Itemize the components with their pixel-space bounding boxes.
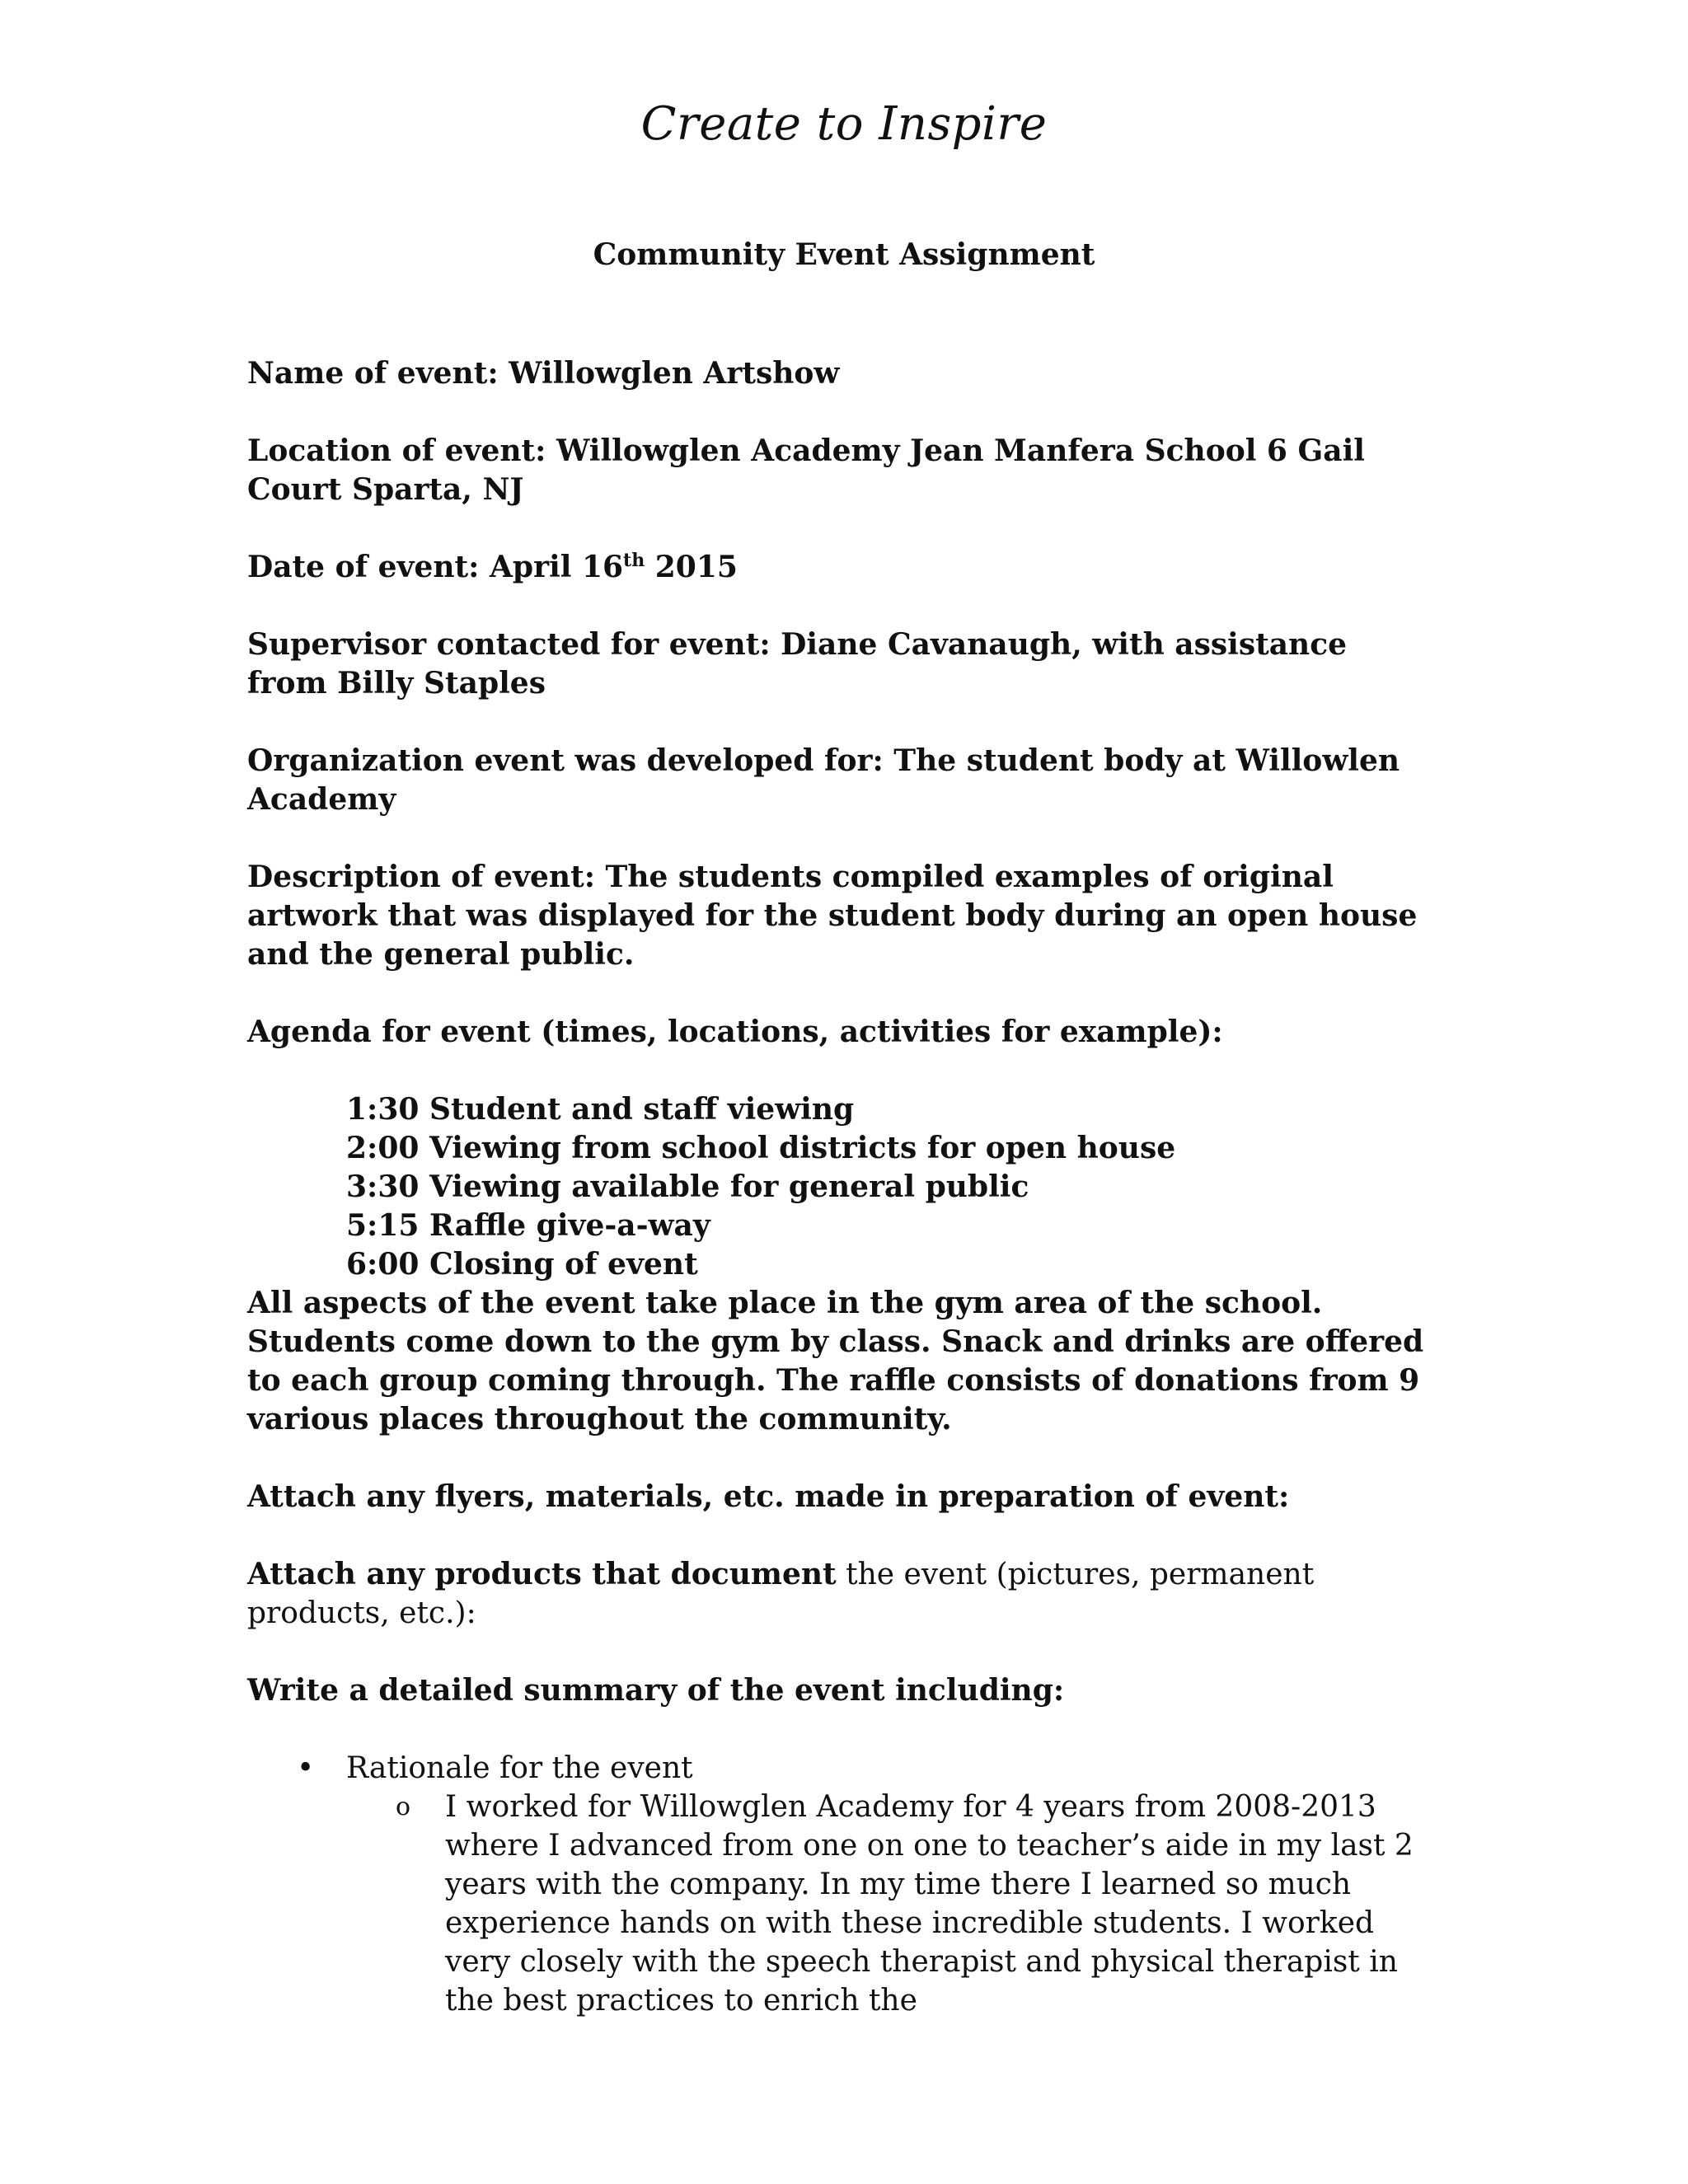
date-prefix: Date of event: April 16 — [247, 550, 624, 584]
sub-bullet-list — [346, 1788, 1434, 2020]
bullet-marker: • — [297, 1751, 315, 1785]
field-organization: Organization event was developed for: The student body at Willowlen Academy — [247, 743, 1400, 817]
agenda-item: 5:15 Raffle give-a-way — [346, 1208, 710, 1243]
agenda-item: 2:00 Viewing from school districts for open house — [346, 1131, 1176, 1165]
date-suffix: 2015 — [645, 550, 738, 584]
field-description: Description of event: The students compiled examples of original artwork that was displayed for the student body during an open house and the general public. — [247, 860, 1418, 972]
header-title: Create to Inspire — [640, 97, 1048, 151]
bullet-label: Rationale for the event — [346, 1751, 693, 1785]
field-event-name: Name of event: Willowglen Artshow — [247, 356, 840, 391]
attach-flyers-prompt: Attach any flyers, materials, etc. made in preparation of event: — [247, 1479, 1290, 1514]
summary-heading: Write a detailed summary of the event including: — [247, 1673, 1065, 1708]
sub-bullet-text: I worked for Willowglen Academy for 4 years from 2008-2013 where I advanced from one on one to teacher’s aide in my last 2 years with the company. In my time there I learned so much experience hands on with these incredible students. I worked very closely with the speech therapist and physical therapist in the best practices to enrich the — [445, 1790, 1414, 2018]
attach-products-prompt — [247, 1555, 1434, 1633]
sub-bullet-item — [346, 1788, 1434, 2020]
field-supervisor: Supervisor contacted for event: Diane Cavanaugh, with assistance from Billy Staples — [247, 627, 1348, 701]
attach-products-rest: the event (pictures, permanent products, etc.): — [247, 1558, 1315, 1630]
agenda-list — [247, 1090, 1434, 1284]
field-event-date — [247, 548, 1434, 587]
agenda-heading: Agenda for event (times, locations, activities for example): — [247, 1015, 1223, 1049]
attach-products-bold: Attach any products that document — [247, 1557, 837, 1591]
field-event-location: Location of event: Willowglen Academy Jean Manfera School 6 Gail Court Sparta, NJ — [247, 434, 1365, 507]
document-title: Community Event Assignment — [593, 237, 1095, 272]
document-body — [247, 354, 1434, 2020]
bullet-item — [247, 1749, 1434, 2020]
agenda-item: 6:00 Closing of event — [346, 1247, 698, 1282]
sub-bullet-marker: o — [396, 1793, 411, 1821]
agenda-item: 1:30 Student and staff viewing — [346, 1092, 855, 1127]
agenda-item: 3:30 Viewing available for general public — [346, 1169, 1029, 1204]
date-superscript: th — [623, 550, 645, 571]
agenda-note: All aspects of the event take place in the gym area of the school. Students come down to the gym by class. Snack and drinks are offered to each group coming through. The raffle consists of donations from 9 various places throughout the community. — [247, 1286, 1424, 1436]
summary-bullet-list — [247, 1749, 1434, 2020]
